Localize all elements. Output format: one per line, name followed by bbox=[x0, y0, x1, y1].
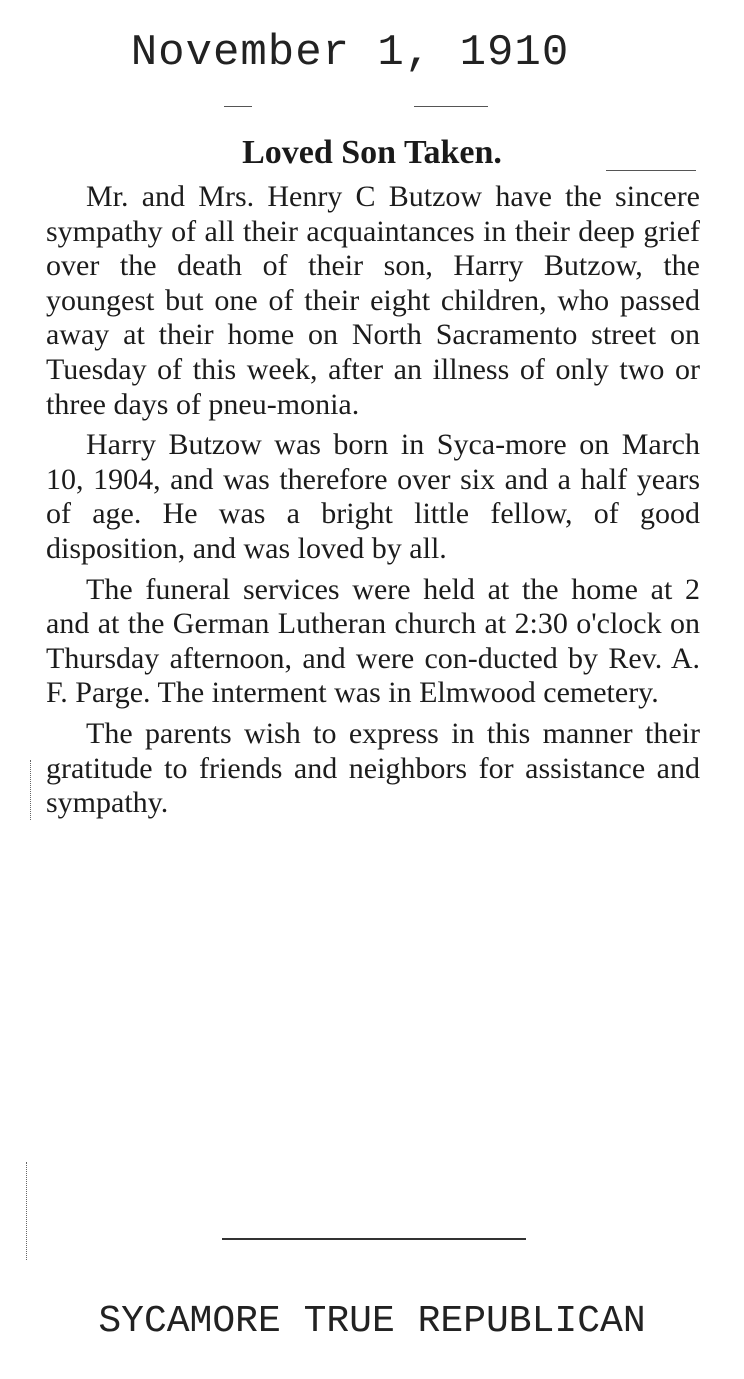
margin-mark-upper bbox=[30, 760, 31, 820]
article-body bbox=[46, 180, 700, 827]
clipping-date: November 1, 1910 bbox=[130, 28, 570, 78]
divider-dash-right bbox=[414, 106, 488, 107]
article-paragraph: The funeral services were held at the home at 2 and at the German Lutheran church at 2:30 o'clock on Thursday afternoon, and were con-ducted by Rev. A. F. Parge. The interment was in Elmwood cemetery. bbox=[46, 572, 700, 710]
article-paragraph: Mr. and Mrs. Henry C Butzow have the sincere sympathy of all their acquaintances in their deep grief over the death of their son, Harry Butzow, the youngest but one of their eight children, who passed away at their home on North Sacramento street on Tuesday of this week, after an illness of only two or three days of pneu-monia. bbox=[46, 180, 700, 421]
article-headline: Loved Son Taken. bbox=[242, 134, 502, 171]
divider-dash-left bbox=[224, 106, 252, 107]
article-paragraph: Harry Butzow was born in Syca-more on March 10, 1904, and was therefore over six and a half years of age. He was a bright little fellow, of good disposition, and was loved by all. bbox=[46, 428, 700, 565]
article-paragraph: The parents wish to express in this manner their gratitude to friends and neighbors for assistance and sympathy. bbox=[46, 716, 700, 820]
newspaper-name: SYCAMORE TRUE REPUBLICAN bbox=[98, 1300, 646, 1343]
closing-rule bbox=[222, 1238, 526, 1240]
margin-mark-lower bbox=[26, 1162, 27, 1260]
